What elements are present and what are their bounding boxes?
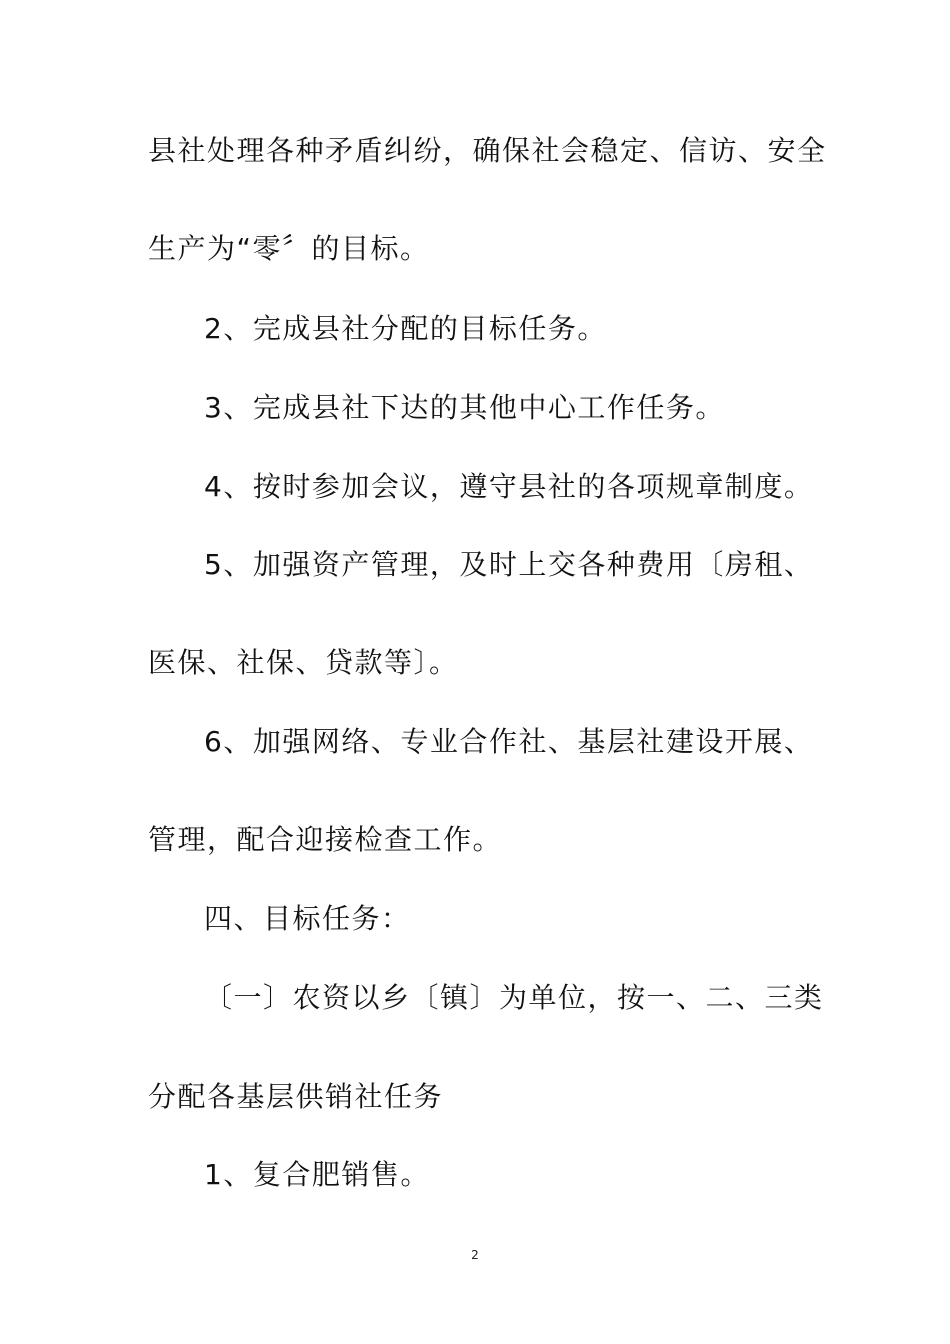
page-number: 2	[471, 1248, 479, 1262]
list-item: 2、完成县社分配的目标任务。	[204, 312, 607, 345]
section-heading: 四、目标任务：	[204, 902, 411, 935]
paragraph-line: 县社处理各种矛盾纠纷，确保社会稳定、信访、安全	[148, 134, 827, 167]
list-item: 4、按时参加会议，遵守县社的各项规章制度。	[204, 470, 814, 503]
subsection-heading: 〔一〕农资以乡〔镇〕为单位，按一、二、三类	[204, 981, 824, 1014]
paragraph-line: 管理，配合迎接检查工作。	[148, 823, 503, 856]
paragraph-line: 医保、社保、贷款等〕。	[148, 646, 459, 679]
list-item: 5、加强资产管理，及时上交各种费用〔房租、	[204, 548, 814, 581]
list-item: 1、复合肥销售。	[204, 1158, 430, 1191]
list-item: 3、完成县社下达的其他中心工作任务。	[204, 391, 725, 424]
list-item: 6、加强网络、专业合作社、基层社建设开展、	[204, 725, 814, 758]
paragraph-line: 生产为“零〞的目标。	[148, 232, 430, 265]
paragraph-line: 分配各基层供销社任务	[148, 1080, 444, 1113]
